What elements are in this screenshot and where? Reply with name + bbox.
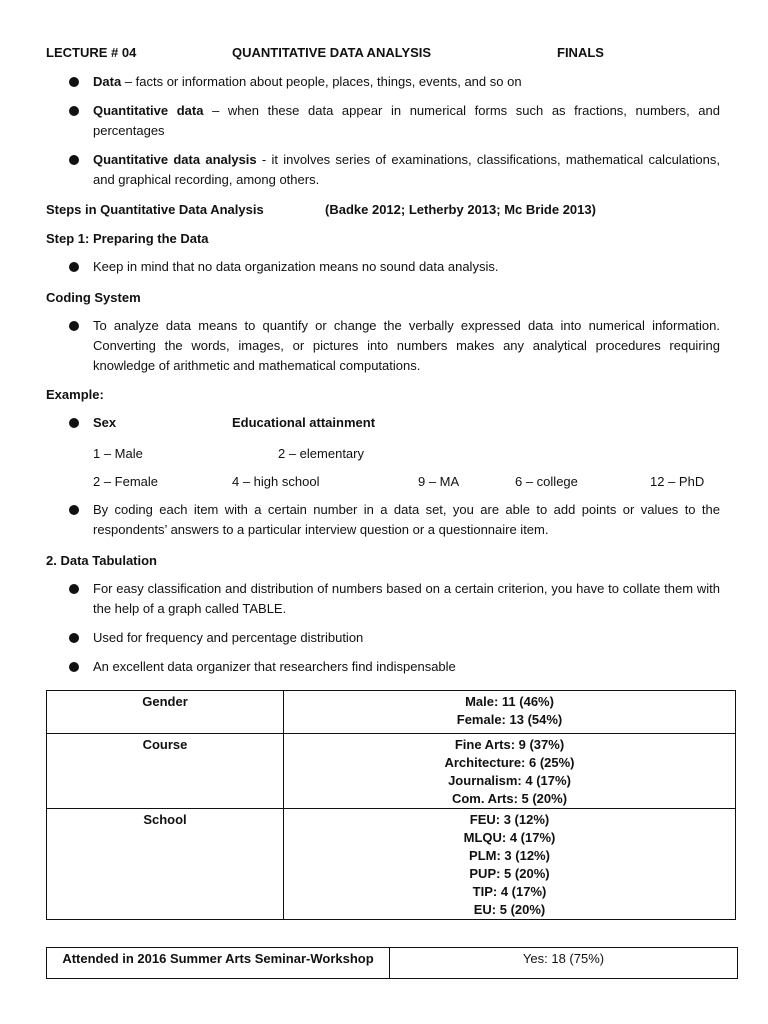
tabulation-heading: 2. Data Tabulation (46, 553, 157, 568)
page-title: QUANTITATIVE DATA ANALYSIS (232, 45, 432, 60)
table-value: FEU: 3 (12%) (469, 812, 550, 827)
table-value: Male: 11 (46%) (465, 694, 554, 709)
table-value: EU: 5 (20%) (473, 902, 546, 917)
bullet-icon (69, 633, 79, 643)
table-value: PLM: 3 (12%) (469, 848, 550, 863)
table-label-cell: Gender (47, 691, 284, 734)
steps-heading: Steps in Quantitative Data Analysis (46, 202, 264, 217)
table-value: Architecture: 6 (25%) (444, 755, 575, 770)
code-male: 1 – Male (93, 446, 143, 461)
table-label-cell: Attended in 2016 Summer Arts Seminar-Workshop (47, 948, 390, 979)
table-value-cell (284, 734, 736, 809)
term-label: FINALS (557, 45, 604, 60)
table-label-cell: School (47, 809, 284, 920)
definition-text: – when these data appear in numerical forms such as fractions, numbers, and percentages (93, 103, 720, 138)
bullet-icon (69, 662, 79, 672)
steps-citation: (Badke 2012; Letherby 2013; Mc Bride 2013) (325, 202, 596, 217)
table-value-cell (284, 691, 736, 734)
tabulation-bullet-1: For easy classification and distribution of numbers based on a certain criterion, you have to collate them with the help of a graph called TABLE. (93, 581, 720, 616)
bullet-icon (69, 262, 79, 272)
step1-bullet: Keep in mind that no data organization means no sound data analysis. (93, 259, 499, 274)
bullet-icon (69, 155, 79, 165)
frequency-table (46, 690, 736, 920)
table-value: Female: 13 (54%) (456, 712, 563, 727)
definition-text: - it involves series of examinations, classifications, mathematical calculations, and graphical recording, among others. (93, 152, 720, 187)
table-value: PUP: 5 (20%) (469, 866, 550, 881)
table-value: TIP: 4 (17%) (472, 884, 547, 899)
definition-data (93, 72, 720, 92)
table-value: Journalism: 4 (17%) (448, 773, 571, 788)
step1-heading: Step 1: Preparing the Data (46, 231, 209, 246)
example-heading: Example: (46, 387, 104, 402)
table-label-cell: Course (47, 734, 284, 809)
definition-term: Quantitative data (93, 103, 204, 118)
table-row (47, 948, 738, 979)
definition-term: Quantitative data analysis (93, 152, 257, 167)
attendance-table (46, 947, 738, 979)
table-value-cell (284, 809, 736, 920)
definition-quantitative-data (93, 101, 720, 141)
definition-text: – facts or information about people, places, things, events, and so on (121, 74, 522, 89)
coding-heading: Coding System (46, 290, 141, 305)
table-value: Com. Arts: 5 (20%) (451, 791, 568, 806)
definition-quantitative-analysis (93, 150, 720, 190)
coding-example-bullet: By coding each item with a certain number in a data set, you are able to add points or values to the respondents’ answers to a particular interview question or a questionnaire item. (93, 502, 720, 537)
table-row (47, 809, 736, 920)
code-female: 2 – Female (93, 474, 159, 489)
lecture-number: LECTURE # 04 (46, 45, 137, 60)
bullet-icon (69, 77, 79, 87)
bullet-icon (69, 584, 79, 594)
code-college: 6 – college (515, 474, 578, 489)
example-col-education: Educational attainment (232, 415, 376, 430)
table-row (47, 691, 736, 734)
code-high-school: 4 – high school (232, 474, 320, 489)
example-col-sex: Sex (93, 415, 117, 430)
table-value: Fine Arts: 9 (37%) (454, 737, 565, 752)
bullet-icon (69, 321, 79, 331)
bullet-icon (69, 106, 79, 116)
bullet-icon (69, 505, 79, 515)
table-row (47, 734, 736, 809)
table-value: MLQU: 4 (17%) (463, 830, 556, 845)
table-value-cell: Yes: 18 (75%) (390, 948, 738, 979)
tabulation-bullet-2: Used for frequency and percentage distribution (93, 630, 364, 645)
bullet-icon (69, 418, 79, 428)
definition-term: Data (93, 74, 122, 89)
code-phd: 12 – PhD (650, 474, 705, 489)
code-ma: 9 – MA (418, 474, 460, 489)
coding-bullet: To analyze data means to quantify or change the verbally expressed data into numerical information. Converting the words, images, or pictures into numbers makes any analytical procedures requiring knowledge of arithmetic and mathematical computations. (93, 318, 720, 373)
code-elementary: 2 – elementary (278, 446, 364, 461)
tabulation-bullet-3: An excellent data organizer that researchers find indispensable (93, 659, 456, 674)
